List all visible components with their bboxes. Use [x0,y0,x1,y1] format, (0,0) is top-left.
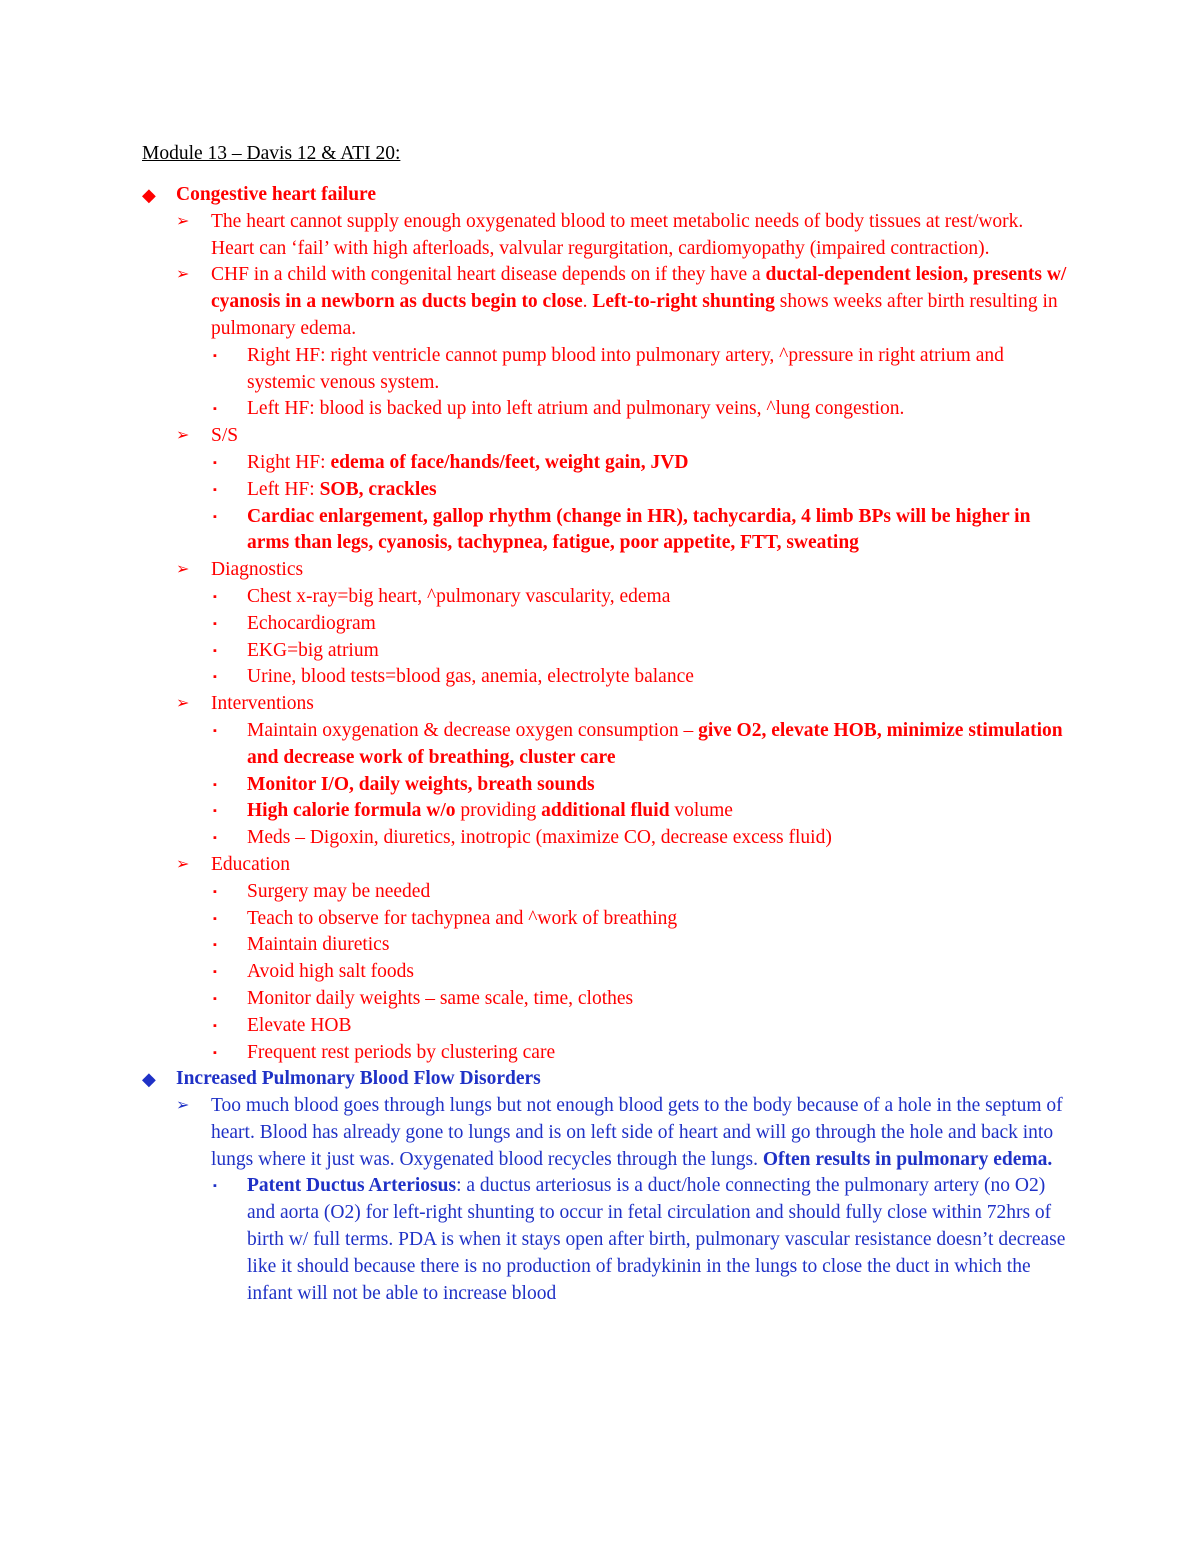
outline-item-level3 [142,450,1067,477]
outline-item-text [247,479,437,500]
text-run: EKG=big atrium [247,639,379,661]
square-icon: ▪ [213,939,217,952]
outline-item-level3 [142,718,1067,772]
outline-item-level3 [142,343,1067,397]
bold-text-run: Often results in pulmonary edema. [762,1148,1053,1170]
square-icon: ▪ [213,590,217,603]
arrowhead-icon: ➢ [176,266,190,284]
outline-item-level3 [142,986,1067,1013]
outline-item-text [247,345,1004,393]
arrowhead-icon: ➢ [176,427,190,445]
square-icon: ▪ [213,885,217,898]
arrowhead-icon: ➢ [176,695,190,713]
text-run: providing [455,800,542,822]
square-icon: ▪ [213,832,217,845]
outline-item-level3 [142,396,1067,423]
square-icon: ▪ [213,966,217,979]
outline-item-text [211,559,303,580]
text-run: shows weeks after birth resulting in pulmonary edema. [211,291,1058,339]
outline-item-level2 [142,209,1067,263]
bold-text-run: SOB, crackles [319,478,437,500]
outline-item-text [211,854,290,875]
text-run: Right HF: [247,451,331,473]
text-run: Maintain oxygenation & decrease oxygen consumption – [247,719,699,741]
outline-item-level3 [142,1013,1067,1040]
text-run: Echocardiogram [247,612,376,634]
text-run: Elevate HOB [247,1014,352,1036]
text-run: Interventions [211,693,314,715]
text-run: Maintain diuretics [247,934,390,956]
outline-item-text [211,425,238,446]
text-run: CHF in a child with congenital heart disease depends on if they have a [211,264,766,286]
outline-item-text [176,1068,541,1089]
text-run: S/S [211,425,239,447]
bold-text-run: additional fluid [541,800,670,822]
outline-item-level3 [142,932,1067,959]
outline-item-text [247,800,733,821]
square-icon: ▪ [213,1046,217,1059]
outline-item-text [247,774,595,795]
outline-item-text [211,693,314,714]
outline-item-text [247,988,633,1009]
text-run: Left HF: blood is backed up into left atrium and pulmonary veins, ^lung congestion. [247,398,905,420]
square-icon: ▪ [213,483,217,496]
bold-text-run: edema of face/hands/feet, weight gain, JVD [330,451,689,473]
bold-text-run: Increased Pulmonary Blood Flow Disorders [176,1068,541,1090]
text-run: Education [211,853,291,875]
arrowhead-icon: ➢ [176,1097,190,1115]
text-run: Right HF: right ventricle cannot pump blood into pulmonary artery, ^pressure in right atrium and systemic venous system. [247,344,1004,393]
square-icon: ▪ [213,510,217,523]
text-run: volume [669,800,733,822]
outline-item-text [247,1175,1065,1303]
outline-item-level2 [142,557,1067,584]
outline-item-text [247,908,677,929]
outline [142,182,1067,1307]
square-icon: ▪ [213,617,217,630]
square-icon: ▪ [213,349,217,362]
bold-text-run: High calorie formula w/o [247,800,456,822]
outline-item-text [247,881,430,902]
bold-text-run: Congestive heart failure [176,184,377,205]
outline-item-level1 [142,1066,1067,1093]
text-run: Chest x-ray=big heart, ^pulmonary vascularity, edema [247,585,671,607]
square-icon: ▪ [213,992,217,1005]
square-icon: ▪ [213,805,217,818]
text-run: Surgery may be needed [247,880,431,902]
outline-item-level2 [142,423,1067,450]
outline-item-text [247,827,832,848]
outline-item-level3 [142,959,1067,986]
text-run: Teach to observe for tachypnea and ^work of breathing [247,907,678,929]
outline-item-level3 [142,611,1067,638]
outline-item-level2 [142,691,1067,718]
diamond-icon: ◆ [142,1069,156,1090]
outline-item-text [247,640,379,661]
text-run: The heart cannot supply enough oxygenated blood to meet metabolic needs of body tissues at rest/work. Heart can ‘fail’ with high afterloads, valvular regurgitation, cardiomyopathy (impaired contraction). [211,210,1024,259]
text-run: Monitor daily weights – same scale, time, clothes [247,987,634,1009]
text-run: Meds – Digoxin, diuretics, inotropic (maximize CO, decrease excess fluid) [247,827,832,849]
outline-item-text [247,1015,352,1036]
outline-item-level1 [142,182,1067,209]
outline-item-level3 [142,879,1067,906]
outline-item-level3 [142,1040,1067,1067]
outline-item-level3 [142,477,1067,504]
outline-item-level3 [142,825,1067,852]
outline-item-level3 [142,638,1067,665]
outline-item-text [247,961,414,982]
text-run: . [582,291,593,313]
outline-item-level3 [142,584,1067,611]
square-icon: ▪ [213,1180,217,1193]
outline-item-level3 [142,772,1067,799]
square-icon: ▪ [213,912,217,925]
outline-item-text [211,264,1066,339]
text-run: Too much blood goes through lungs but not enough blood gets to the body because of a hole in the septum of heart. Blood has already gone to lungs and is on left side of heart and will go through the hole and back into lungs where it just was. Oxygenated blood recycles through the lungs. [211,1095,1063,1170]
outline-item-level3 [142,664,1067,691]
page-title: Module 13 – Davis 12 & ATI 20: [142,143,401,164]
outline-item-level3 [142,504,1067,558]
square-icon: ▪ [213,724,217,737]
outline-item-text [247,666,694,687]
outline-item-text [247,398,904,419]
outline-item-text [247,934,389,955]
outline-item-level3 [142,906,1067,933]
outline-item-text [247,506,1030,554]
square-icon: ▪ [213,644,217,657]
bold-text-run: Monitor I/O, daily weights, breath sounds [247,773,595,795]
outline-item-text [176,184,376,205]
bold-text-run: Cardiac enlargement, gallop rhythm (change in HR), tachycardia, 4 limb BPs will be higher in arms than legs, cyanosis, tachypnea, fatigue, poor appetite, FTT, sweating [247,505,1031,554]
outline-item-text [211,1095,1063,1170]
outline-item-text [247,452,688,473]
text-run: Frequent rest periods by clustering care [247,1041,556,1063]
outline-item-level3 [142,1173,1067,1307]
arrowhead-icon: ➢ [176,212,190,230]
bold-text-run: ductal-dependent lesion, presents w/ cyanosis in a newborn as ducts begin to close [211,264,1067,313]
bold-text-run: Patent Ductus Arteriosus [247,1175,457,1197]
square-icon: ▪ [213,1019,217,1032]
text-run: Avoid high salt foods [247,961,415,983]
arrowhead-icon: ➢ [176,561,190,579]
text-run: Urine, blood tests=blood gas, anemia, electrolyte balance [247,666,694,688]
text-run: Left HF: [247,478,320,500]
outline-item-level3 [142,798,1067,825]
diamond-icon: ◆ [142,185,156,205]
outline-item-level2 [142,262,1067,342]
outline-item-text [247,613,376,634]
text-run: Diagnostics [211,559,304,581]
square-icon: ▪ [213,778,217,791]
square-icon: ▪ [213,671,217,684]
outline-item-text [247,1042,555,1063]
square-icon: ▪ [213,456,217,469]
square-icon: ▪ [213,403,217,416]
outline-item-text [247,720,1063,768]
arrowhead-icon: ➢ [176,855,190,873]
outline-item-text [211,211,1023,259]
outline-item-level2 [142,1093,1067,1173]
outline-item-level2 [142,852,1067,879]
bold-text-run: Left-to-right shunting [592,291,775,313]
text-run: : a ductus arteriosus is a duct/hole connecting the pulmonary artery (no O2) and aorta (O2) for left-right shunting to occur in fetal circulation and should fully close within 72hrs of birth w/ full terms. PDA is when it stays open after birth, pulmonary vascular resistance doesn’t decrease like it should because there is no production of bradykinin in the lungs to close the duct in which the infant will not be able to increase blood [247,1175,1066,1304]
outline-item-text [247,586,670,607]
bold-text-run: give O2, elevate HOB, minimize stimulation and decrease work of breathing, cluster care [247,719,1063,768]
